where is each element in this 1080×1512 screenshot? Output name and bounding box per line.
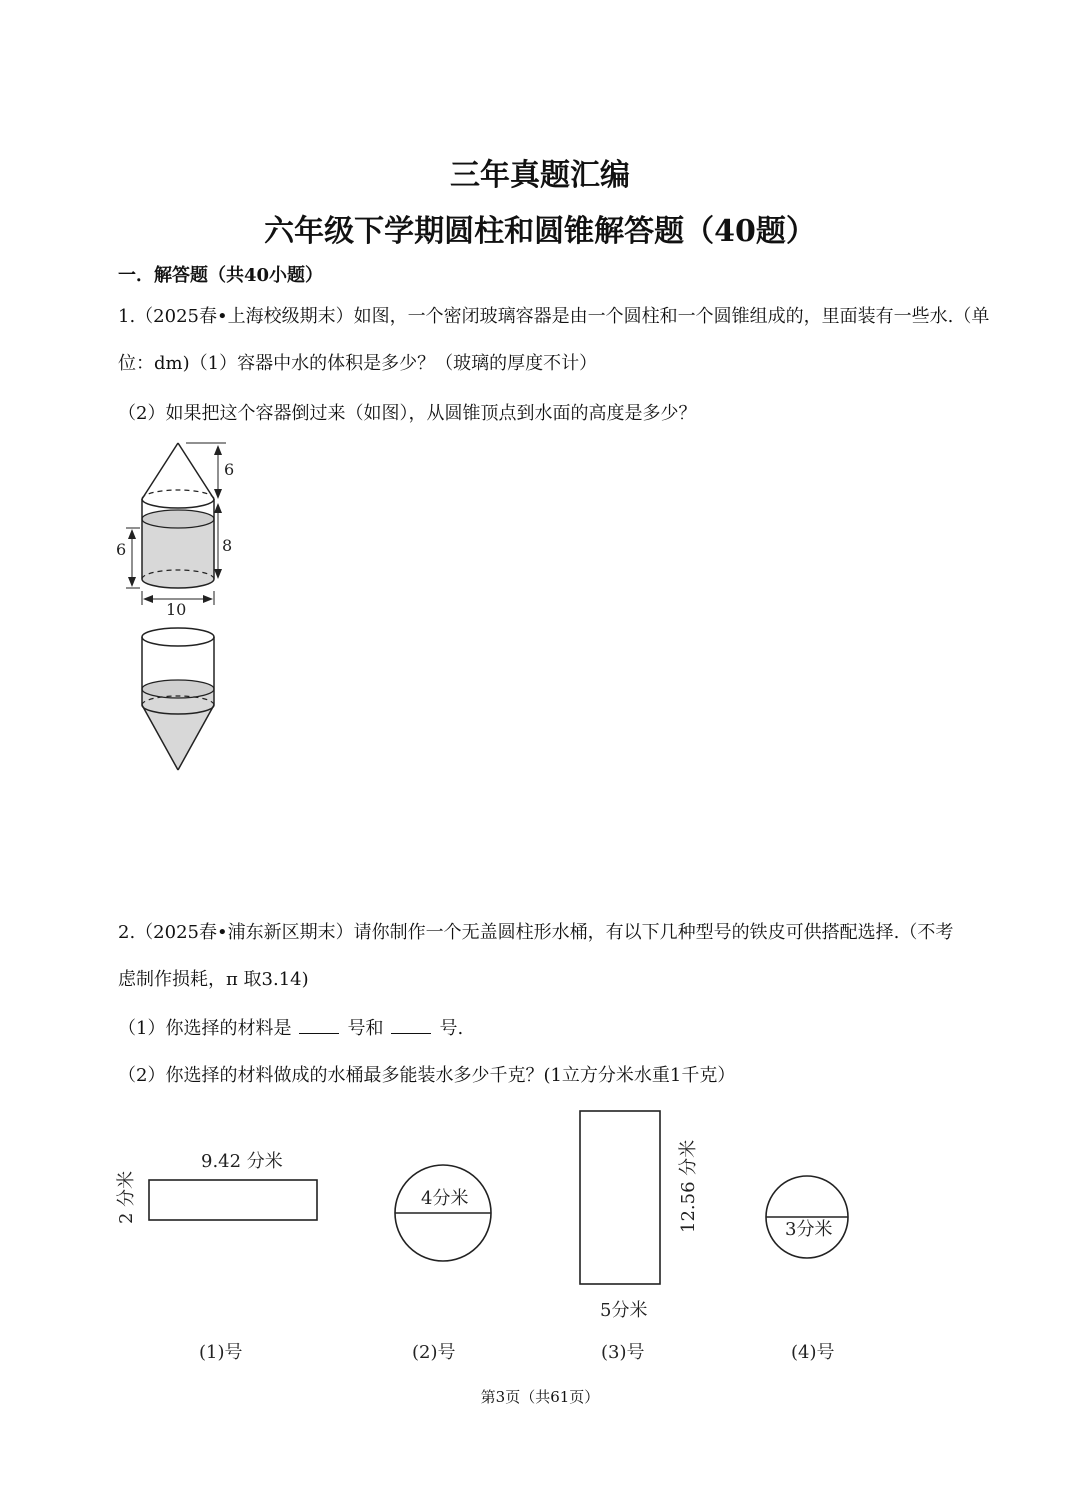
upright-container — [116, 443, 234, 619]
material-1-label: (1)号 — [199, 1342, 243, 1363]
q1-line1: 1.（2025春•上海校级期末）如图，一个密闭玻璃容器是由一个圆柱和一个圆锥组成的，里面装有一些水.（单 — [118, 306, 990, 327]
cylinder-height-label: 8 — [222, 536, 233, 555]
document-title: 三年真题汇编 — [450, 158, 630, 193]
cone-height-label: 6 — [224, 460, 235, 479]
material-3-height-label: 12.56 分米 — [678, 1139, 699, 1233]
q2-materials-figure — [100, 1100, 980, 1380]
material-1-width-label: 9.42 分米 — [201, 1151, 283, 1172]
material-3-width-label: 5分米 — [600, 1300, 648, 1321]
material-2-diameter-label: 4分米 — [421, 1188, 469, 1209]
material-4-diameter-label: 3分米 — [785, 1219, 833, 1240]
material-4-label: (4)号 — [791, 1342, 835, 1363]
q1-line3: （2）如果把这个容器倒过来（如图），从圆锥顶点到水面的高度是多少？ — [118, 403, 697, 424]
diameter-label: 10 — [166, 600, 187, 619]
material-1-rectangle — [116, 1151, 317, 1224]
material-3-label: (3)号 — [601, 1342, 645, 1363]
material-1-height-label: 2 分米 — [116, 1170, 137, 1224]
material-3-rectangle — [580, 1111, 699, 1321]
q2-line3-part2: 号和 — [347, 1018, 384, 1039]
q2-line1: 2.（2025春•浦东新区期末）请你制作一个无盖圆柱形水桶，有以下几种型号的铁皮可供搭配选择.（不考 — [118, 922, 954, 943]
material-2-circle — [395, 1165, 491, 1261]
q2-line2: 虑制作损耗，π 取3.14) — [118, 969, 309, 990]
document-subtitle: 六年级下学期圆柱和圆锥解答题（40题） — [264, 214, 816, 249]
q2-line4: （2）你选择的材料做成的水桶最多能装水多少千克？(1立方分米水重1千克） — [118, 1065, 736, 1086]
q2-line3-part3: 号. — [439, 1018, 464, 1039]
q1-container-figure — [110, 435, 250, 780]
material-2-label: (2)号 — [412, 1342, 456, 1363]
page-footer: 第3页（共61页） — [480, 1388, 600, 1406]
water-height-label: 6 — [116, 540, 127, 559]
answer-blank-1[interactable] — [299, 1019, 339, 1034]
material-4-circle — [766, 1176, 848, 1258]
answer-blank-2[interactable] — [391, 1019, 431, 1034]
q2-line3-part1: （1）你选择的材料是 — [118, 1018, 292, 1039]
q1-line2: 位：dm)（1）容器中水的体积是多少？（玻璃的厚度不计） — [118, 353, 598, 374]
q2-line3 — [118, 1014, 463, 1040]
section-heading: 一．解答题（共40小题） — [118, 265, 324, 286]
inverted-container — [142, 628, 214, 770]
